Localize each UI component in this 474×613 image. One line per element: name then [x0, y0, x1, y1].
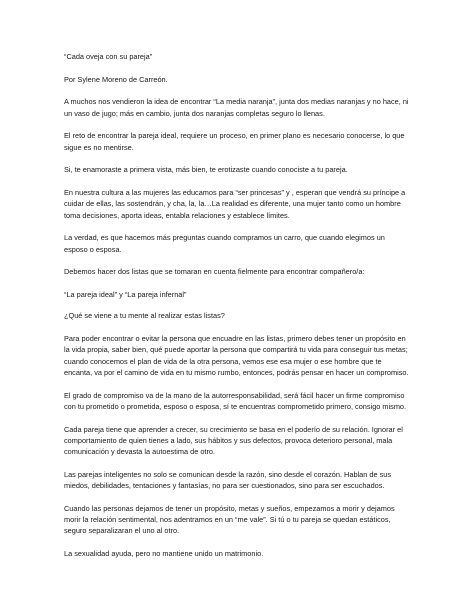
document-title: “Cada oveja con su pareja” — [64, 52, 153, 61]
document-author: Por Sylene Moreno de Carreón. — [64, 74, 168, 84]
paragraph: A muchos nos vendieron la idea de encontrar “La media naranja”, junta dos medias naranjas y no hace, ni un vaso de jugo; más en cambio, junta dos naranjas completas seguro lo llenas. — [64, 97, 409, 118]
paragraph: La sexualidad ayuda, pero no mantiene unido un matrimonio. — [64, 549, 264, 559]
paragraph: Si, te enamoraste a primera vista, más bien, te erotizaste cuando conociste a tu pareja. — [64, 165, 348, 175]
paragraph: Para poder encontrar o evitar la persona que encuadre en las listas, primero debes tener un propósito en la vida propia, saber bien, qué puede aportar la persona que compartirá tu vida para conseguir tus metas; cuando conocemos el plan de vida de la otra persona, vemos ese esa mujer o ese hombre que te encanta, va por el camino de vida en tu mismo rumbo, entonces, podrás pensar en hacer un compromiso. — [64, 333, 409, 377]
paragraph: Debemos hacer dos listas que se tomaran en cuenta fielmente para encontrar compañero/a: — [64, 267, 365, 277]
paragraph: ¿Qué se viene a tu mente al realizar estas listas? — [64, 311, 225, 321]
paragraph: La verdad, es que hacemos más preguntas cuando compramos un carro, que cuando elegimos un esposo o esposa. — [64, 233, 385, 254]
paragraph: El grado de compromiso va de la mano de la autorresponsabilidad, será fácil hacer un firme compromiso con tu prometido o prometida, esposo o esposa, sí te encuentras comprometido primero, consigo mismo. — [64, 390, 407, 411]
paragraph: “La pareja ideal” y “La pareja infernal” — [64, 289, 187, 299]
paragraph: En nuestra cultura a las mujeres las educamos para “ser princesas” y , esperan que vendrá su príncipe a cuidar de ellas, las sostendrán, y cha, la, la…La realidad es diferente, una mujer tanto como un hombre toma decisiones, aporta ideas, entabla relaciones y establece límites. — [64, 188, 406, 220]
document-body — [64, 51, 410, 571]
paragraph: El reto de encontrar la pareja ideal, requiere un proceso, en primer plano es necesario conocerse, lo que sigue es no mentirse. — [64, 131, 405, 152]
paragraph: Cuando las personas dejamos de tener un propósito, metas y sueños, empezamos a morir y dejamos morir la relación sentimental, nos adentramos en un “me vale”. Si tú o tu pareja se quedan estáticos, seguro separalizaran el uno al otro. — [64, 503, 395, 536]
paragraph: Cada pareja tiene que aprender a crecer, su crecimiento se basa en el poderío de su relación. Ignorar el comportamiento de quien tienes a lado, sus hábitos y sus defectos, provoca deterioro personal, mala comunicación y devasta la autoestima de otro. — [64, 424, 403, 457]
paragraph: Las parejas inteligentes no solo se comunican desde la razón, sino desde el corazón. Hablan de sus miedos, debilidades, tentaciones y fantasías, no para ser cuestionados, sino para ser escuchados. — [64, 469, 392, 491]
